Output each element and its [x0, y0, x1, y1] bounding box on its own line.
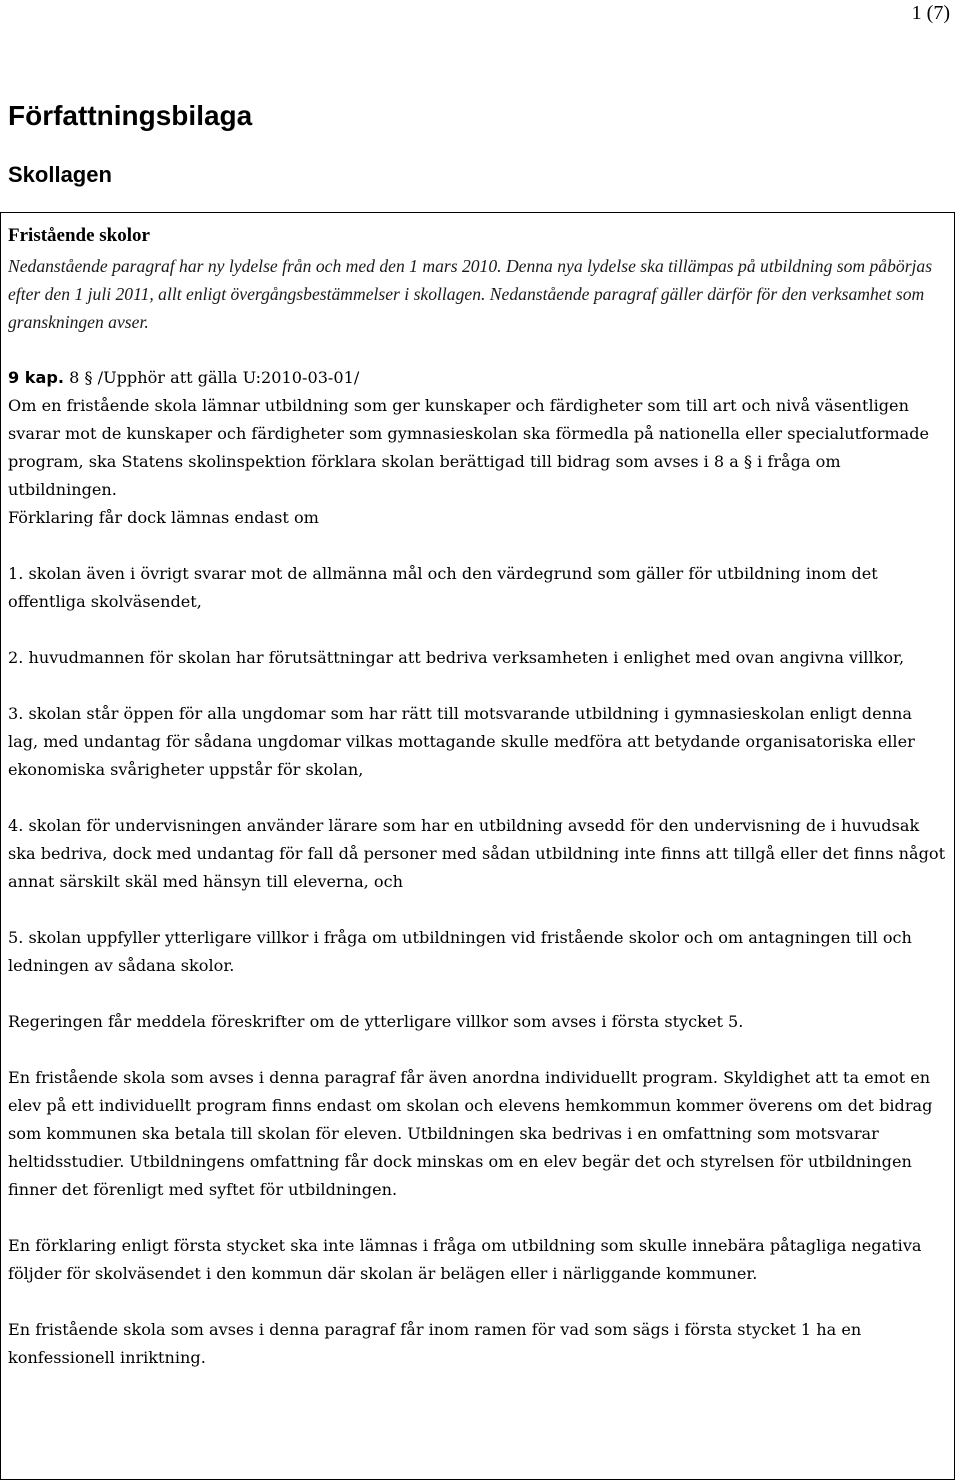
- closing-paragraph-3: En förklaring enligt första stycket ska inte lämnas i fråga om utbildning som skulle innebära påtagliga negativa följder för skolväsendet i den kommun där skolan är belägen eller i närliggande kommuner.: [8, 1236, 922, 1283]
- condition-item-2: 2. huvudmannen för skolan har förutsättningar att bedriva verksamheten i enlighet med ovan angivna villkor,: [8, 648, 905, 667]
- main-provision: Om en fristående skola lämnar utbildning som ger kunskaper och färdigheter som till art och nivå väsentligen svarar mot de kunskaper och färdigheter som gymnasieskolan ska förmedla på nationella eller specialutformade program, ska Statens skolinspektion förklara skolan berättigad till bidrag som avses i 8 a § i fråga om utbildningen.: [8, 396, 930, 499]
- statute-body: [8, 364, 946, 1372]
- condition-item-3: 3. skolan står öppen för alla ungdomar som har rätt till motsvarande utbildning i gymnasieskolan enligt denna lag, med undantag för sådana ungdomar vilkas mottagande skulle medföra att betydande organisatoriska eller ekonomiska svårigheter uppstår för skolan,: [8, 704, 915, 779]
- condition-item-1: 1. skolan även i övrigt svarar mot de allmänna mål och den värdegrund som gäller för utbildning inom det offentliga skolväsendet,: [8, 564, 878, 611]
- closing-paragraph-1: Regeringen får meddela föreskrifter om de ytterligare villkor som avses i första stycket 5.: [8, 1012, 744, 1031]
- page-number: 1 (7): [911, 2, 950, 24]
- law-title: Skollagen: [8, 162, 112, 187]
- closing-paragraph-4: En fristående skola som avses i denna paragraf får inom ramen för vad som sägs i första stycket 1 ha en konfessionell inriktning.: [8, 1320, 862, 1367]
- document-title: Författningsbilaga: [8, 100, 253, 131]
- condition-item-5: 5. skolan uppfyller ytterligare villkor i fråga om utbildningen vid fristående skolor och om antagningen till och ledningen av sådana skolor.: [8, 928, 912, 975]
- closing-paragraph-2: En fristående skola som avses i denna paragraf får även anordna individuellt program. Skyldighet att ta emot en elev på ett individuellt program finns endast om skolan och elevens hemkommun kommer överens om det bidrag som kommunen ska betala till skolan för eleven. Utbildningen ska bedrivas i en omfattning som motsvarar heltidsstudier. Utbildningens omfattning får dock minskas om en elev begär det och styrelsen för utbildningen finner det förenligt med syftet för utbildningen.: [8, 1068, 933, 1199]
- section-heading: Fristående skolor: [8, 225, 150, 246]
- condition-intro: Förklaring får dock lämnas endast om: [8, 508, 319, 527]
- condition-item-4: 4. skolan för undervisningen använder lärare som har en utbildning avsedd för den undervisning de i huvudsak ska bedriva, dock med undantag för fall då personer med sådan utbildning inte finns att tillgå eller det finns något annat särskilt skäl med hänsyn till eleverna, och: [8, 816, 946, 891]
- paragraph-number: 8 § /Upphör att gälla U:2010-03-01/: [69, 368, 360, 387]
- paragraph-heading: [8, 364, 946, 392]
- chapter-reference: 9 kap.: [8, 368, 64, 387]
- section-intro-note: Nedanstående paragraf har ny lydelse från och med den 1 mars 2010. Denna nya lydelse ska tillämpas på utbildning som påbörjas efter den 1 juli 2011, allt enligt övergångsbestämmelser i skollagen. Nedanstående paragraf gäller därför för den verksamhet som granskningen avser.: [8, 256, 933, 332]
- statute-text-box: [0, 212, 955, 1480]
